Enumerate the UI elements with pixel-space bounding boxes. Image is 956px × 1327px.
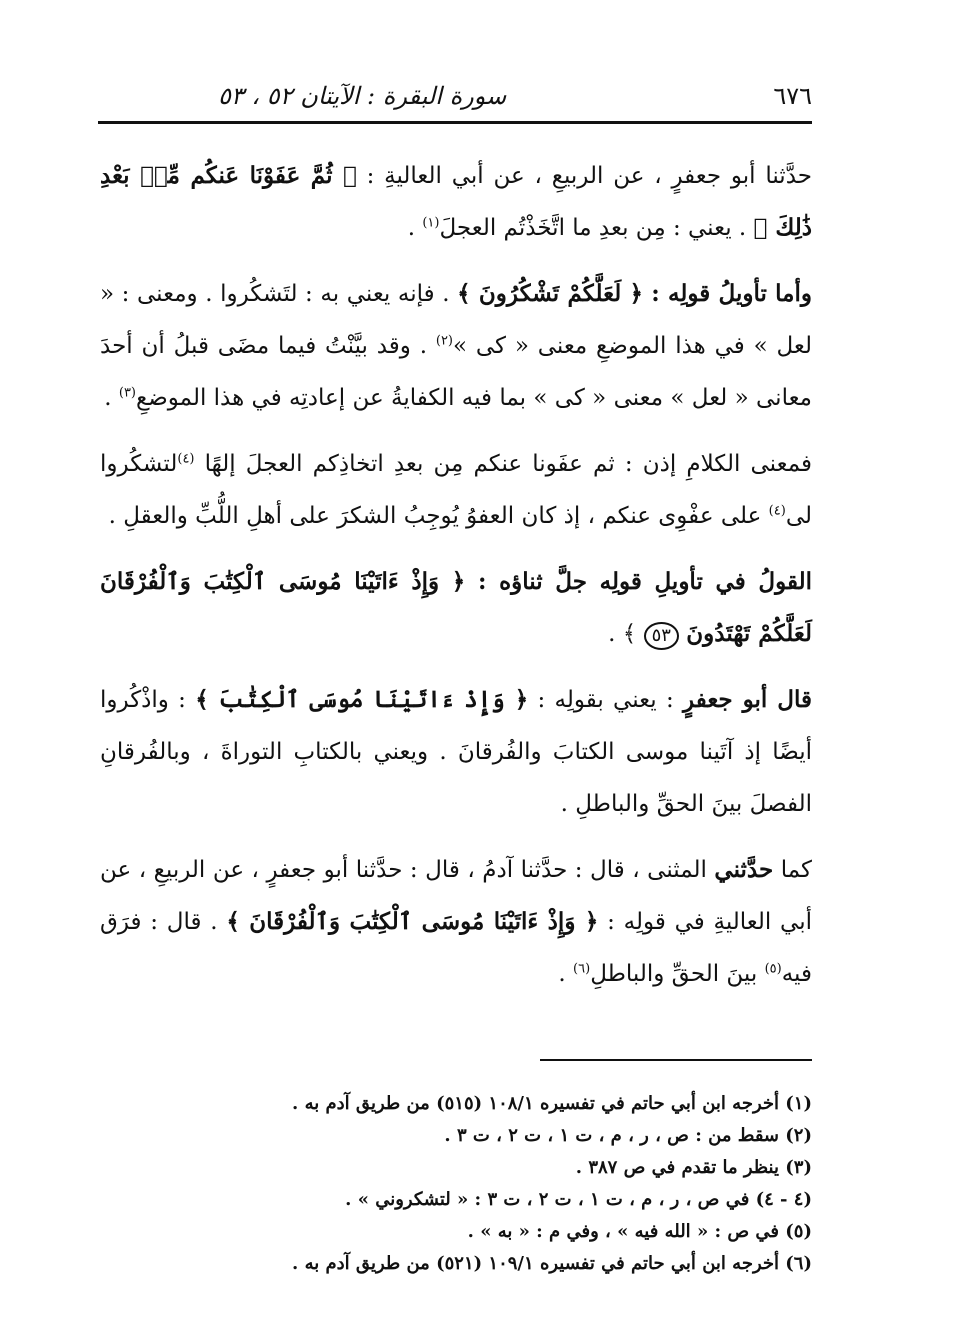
footnote-ref[interactable]: (٦)	[573, 961, 591, 977]
footnote: (٣) ينظر ما تقدم في ص ٣٨٧ .	[575, 1157, 812, 1178]
page-number: ٦٧٦	[773, 82, 812, 110]
text-run: .	[407, 215, 423, 241]
footnote-ref[interactable]: (٣)	[118, 385, 136, 401]
text-run: كما	[773, 857, 812, 883]
footnote-rule	[540, 1059, 812, 1061]
footnote: (٢) سقط من : ص ، ر ، م ، ت ١ ، ت ٢ ، ت ٣ .	[444, 1125, 812, 1146]
section-heading: القولُ في تأويلِ قولِه جلَّ ثناؤه :	[465, 568, 812, 595]
main-text	[100, 150, 812, 1014]
paragraph-3	[100, 438, 812, 542]
text-run: . قال : فرَق فيه	[100, 909, 812, 987]
text-run: . وقد بيَّنْتُ فيما مضَى قبلُ أن أحدَ معانى « لعل » معنى « كى » بما فيه الكفايةُ عن إعادتِه في هذا الموضعِ	[100, 333, 812, 411]
text-run: : واذْكُروا أيضًا إذ آتَينا موسى الكتابَ والفُرقانَ . ويعني بالكتابِ التوراةَ ، وبالفُرقانِ الفصلَ بينَ الحقِّ والباطلِ .	[100, 687, 812, 817]
text-run: بينَ الحقِّ والباطلِ	[590, 961, 765, 987]
footnote: (٥) في ص : « الله فيه » ، وفي م : « به » .	[467, 1221, 812, 1242]
section-lead: وأما تأويلُ قولِه :	[642, 280, 812, 307]
footnote-ref[interactable]: (٤)	[177, 451, 195, 467]
paragraph-1	[100, 150, 812, 254]
footnotes	[150, 1088, 812, 1280]
quran-quote: ﴿ ثُمَّ عَفَوْنَا عَنكُم مِّنۢ بَعْدِ ذَٰلِكَ ﴾	[100, 162, 812, 241]
running-title: سورة البقرة : الآيتان ٥٢ ، ٥٣	[218, 82, 507, 110]
quran-quote: ﴿ وَإِذْ ءَاتَيْنَا مُوسَى ٱلْكِتَٰبَ ﴾	[195, 686, 529, 713]
footnote: (١) أخرجه ابن أبي حاتم في تفسيره ١٠٨/١ (٥١٥) من طريق آدم به .	[292, 1093, 812, 1114]
text-run: : يعني بقولِه :	[528, 687, 683, 713]
footnote-ref[interactable]: (٥)	[764, 961, 782, 977]
footnote-ref[interactable]: (٤)	[768, 503, 786, 519]
footnote: (٤ - ٤) في ص ، ر ، م ، ت ١ ، ت ٢ ، ت ٣ : « لتشكروني » .	[345, 1189, 812, 1210]
footnote: (٦) أخرجه ابن أبي حاتم في تفسيره ١٠٩/١ (٥٢١) من طريق آدم به .	[292, 1253, 812, 1274]
text-run: المثنى ، قال : حدَّثنا آدمُ ، قال : حدَّثنا أبو جعفرٍ ، عن الربيعِ ، عن أبي العاليةِ في قولِه :	[100, 857, 812, 935]
text-run: .	[104, 385, 119, 411]
paragraph-4	[100, 556, 812, 660]
text-run: ﴾ .	[608, 621, 644, 647]
section-lead: قال أبو جعفرٍ	[683, 686, 813, 713]
text-run: . يعني : مِن بعدِ ما اتَّخَذْتُم العجلَ	[439, 215, 754, 241]
paragraph-5	[100, 674, 812, 830]
header-rule	[98, 121, 812, 124]
paragraph-6	[100, 844, 812, 1000]
quran-quote: ﴿ لَعَلَّكُمْ تَشْكُرُونَ ﴾	[457, 280, 643, 307]
footnote-ref[interactable]: (٢)	[435, 333, 453, 349]
quran-quote: ﴿ وَإِذْ ءَاتَيْنَا مُوسَى ٱلْكِتَٰبَ وَٱلْفُرْقَانَ لَعَلَّكُمْ تَهْتَدُونَ	[100, 568, 812, 647]
quran-quote: ﴿ وَإِذْ ءَاتَيْنَا مُوسَى ٱلْكِتَٰبَ وَٱلْفُرْقَانَ ﴾	[226, 908, 599, 935]
page-header	[98, 66, 812, 110]
text-run: فمعنى الكلامِ إذن : ثم عفَونا عنكم مِن بعدِ اتخاذِكم العجلَ إلهًا	[194, 451, 812, 477]
ayah-number-icon: ٥٣	[644, 622, 679, 650]
text-run: حدَّثنا أبو جعفرٍ ، عن الربيعِ ، عن أبي العاليةِ :	[356, 163, 812, 189]
text-run: .	[558, 961, 574, 987]
footnote-ref[interactable]: (١)	[422, 215, 440, 231]
text-run: . فإنه يعني به : لتَشكُروا . ومعنى : « لعل » في هذا الموضعِ معنى « كى »	[100, 281, 812, 359]
text-run: على عفْوِى عنكم ، إذ كان العفوُ يُوجِبُ الشكرَ على أهلِ اللُّبِّ والعقلِ .	[108, 503, 769, 529]
paragraph-2	[100, 268, 812, 424]
section-lead: حدَّثني	[714, 856, 774, 883]
text-run: لتشكُروا لى	[100, 451, 812, 529]
